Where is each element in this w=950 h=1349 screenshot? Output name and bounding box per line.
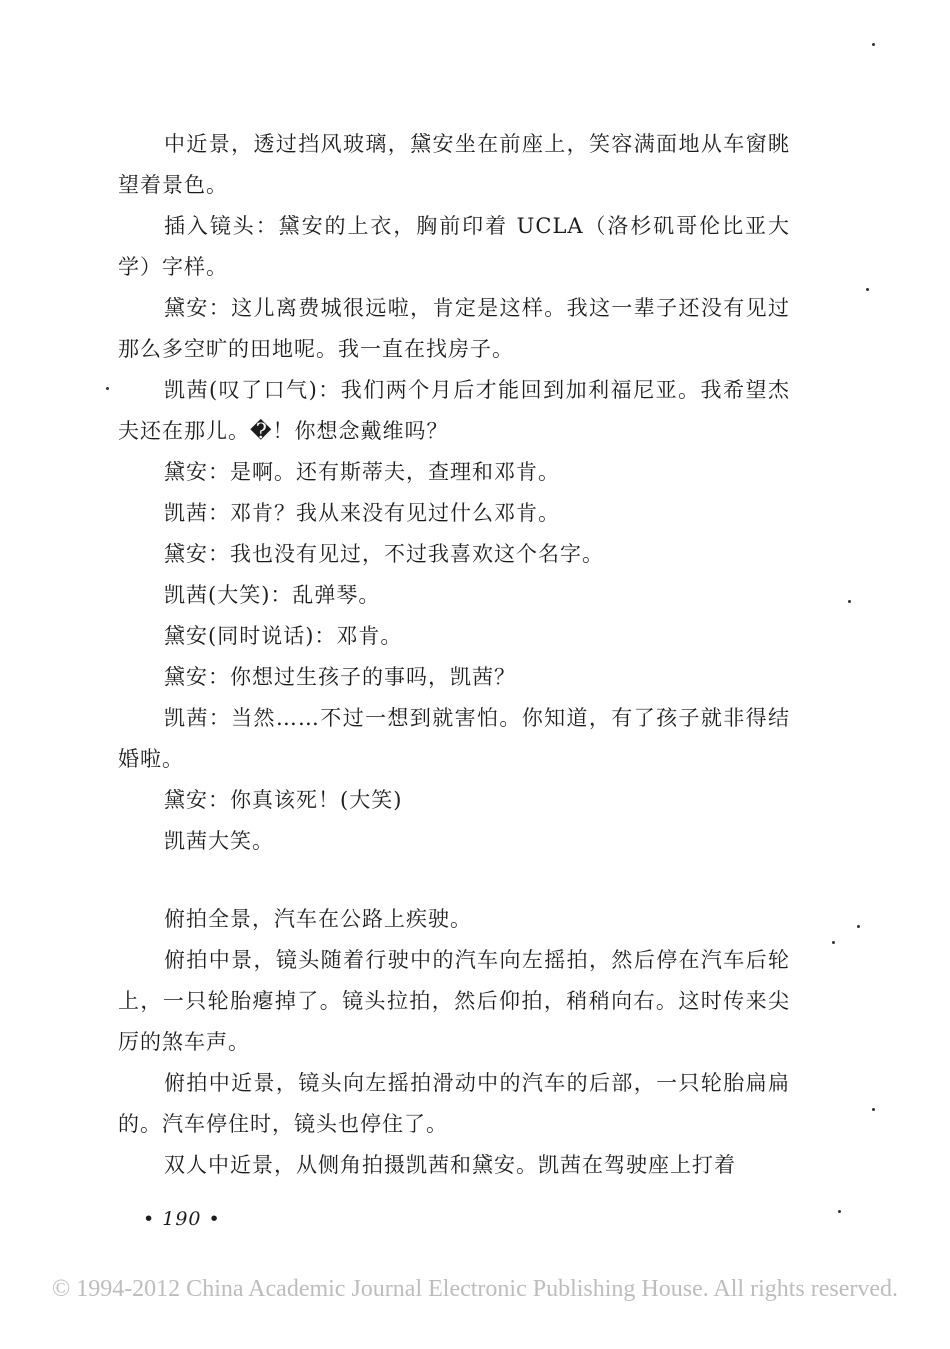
scan-speck [106,387,109,390]
scan-speck [872,43,875,46]
paragraph: 黛安：我也没有见过，不过我喜欢这个名字。 [164,542,604,566]
paragraph: 黛安：你想过生孩子的事吗，凯茜？ [164,665,516,689]
paragraph: 凯茜：当然……不过一想到就害怕。你知道，有了孩子就非得结婚啦。 [118,706,790,771]
paragraph: 凯茜大笑。 [164,829,274,853]
paragraph: 中近景，透过挡风玻璃，黛安坐在前座上，笑容满面地从车窗眺望着景色。 [118,132,790,197]
paragraph: 插入镜头：黛安的上衣，胸前印着 UCLA（洛杉矶哥伦比亚大学）字样。 [118,214,790,279]
copyright-watermark: © 1994-2012 China Academic Journal Electronic Publishing House. All rights reserved. [51,1276,899,1302]
paragraph: 俯拍中近景，镜头向左摇拍滑动中的汽车的后部，一只轮胎扁扁的。汽车停住时，镜头也停住了。 [118,1071,790,1136]
paragraph: 黛安：是啊。还有斯蒂夫，查理和邓肯。 [164,460,560,484]
paragraph: 凯茜(叹了口气)：我们两个月后才能回到加利福尼亚。我希望杰夫还在那儿。�！你想念戴维吗？ [118,378,790,443]
page-number: • 190 • [143,1208,221,1230]
paragraph: 黛安：你真该死！(大笑) [164,788,403,812]
paragraph: 凯茜(大笑)：乱弹琴。 [164,583,381,607]
paragraph: 俯拍中景，镜头随着行驶中的汽车向左摇拍，然后停在汽车后轮上，一只轮胎瘪掉了。镜头拉拍，然后仰拍，稍稍向右。这时传来尖厉的煞车声。 [118,948,790,1054]
scan-speck [838,1210,841,1213]
paragraph: 黛安(同时说话)：邓肯。 [164,624,403,648]
paragraph: 凯茜：邓肯？我从来没有见过什么邓肯。 [164,501,560,525]
scan-speck [848,600,851,603]
paragraph: 黛安：这儿离费城很远啦，肯定是这样。我这一辈子还没有见过那么多空旷的田地呢。我一直在找房子。 [118,296,790,361]
scan-speck [872,1108,875,1111]
screenplay-text-bottom [118,899,790,1186]
screenplay-text-top [118,124,790,862]
paragraph: 俯拍全景，汽车在公路上疾驶。 [164,907,472,931]
paragraph: 双人中近景，从侧角拍摄凯茜和黛安。凯茜在驾驶座上打着 [164,1153,736,1177]
scan-speck [832,941,835,944]
scan-speck [866,288,869,291]
scan-speck [857,925,860,928]
